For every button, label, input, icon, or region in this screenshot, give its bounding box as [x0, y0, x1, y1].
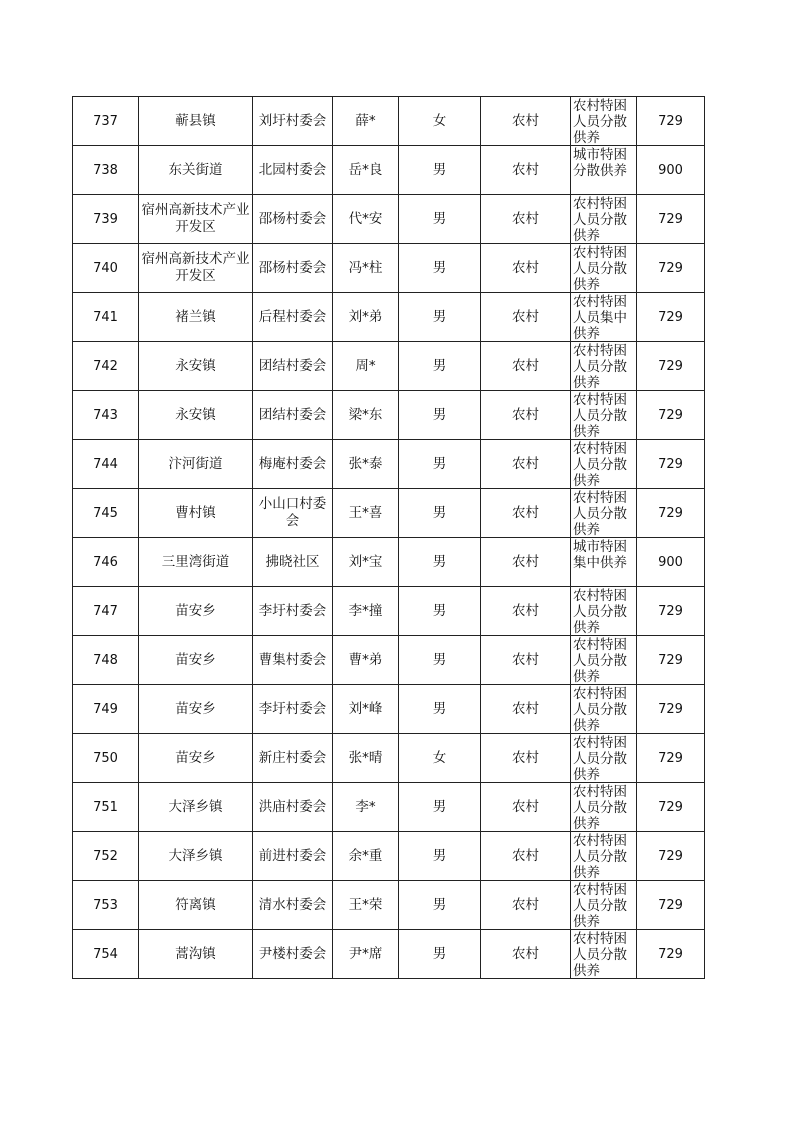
- support-type-text: 农村特困人员分散供养: [573, 930, 627, 978]
- support-type-text: 农村特困人员分散供养: [573, 244, 627, 292]
- amount-cell: 729: [637, 636, 705, 685]
- committee-cell: 李圩村委会: [253, 587, 333, 636]
- name-cell: 刘*峰: [333, 685, 399, 734]
- gender-cell: 男: [399, 587, 481, 636]
- committee-cell: 梅庵村委会: [253, 440, 333, 489]
- row-number-cell: 740: [73, 244, 139, 293]
- support-type-text: 农村特困人员分散供养: [573, 587, 627, 635]
- town-cell: 汴河街道: [139, 440, 253, 489]
- support-type-text: 农村特困人员分散供养: [573, 342, 627, 390]
- area-cell: 农村: [481, 342, 571, 391]
- name-cell: 张*晴: [333, 734, 399, 783]
- support-type-text: 农村特困人员分散供养: [573, 440, 627, 488]
- row-number-cell: 747: [73, 587, 139, 636]
- support-type-text: 城市特困集中供养: [573, 538, 627, 571]
- table-row: [73, 734, 705, 783]
- town-cell: 褚兰镇: [139, 293, 253, 342]
- table-row: [73, 881, 705, 930]
- area-cell: 农村: [481, 97, 571, 146]
- name-cell: 王*荣: [333, 881, 399, 930]
- support-type-cell: [571, 783, 637, 832]
- committee-cell: 邵杨村委会: [253, 244, 333, 293]
- support-type-text: 农村特困人员分散供养: [573, 195, 627, 243]
- row-number-cell: 738: [73, 146, 139, 195]
- name-cell: 曹*弟: [333, 636, 399, 685]
- support-type-text: 农村特困人员分散供养: [573, 685, 627, 733]
- row-number-cell: 754: [73, 930, 139, 979]
- gender-cell: 男: [399, 636, 481, 685]
- amount-cell: 729: [637, 244, 705, 293]
- row-number-cell: 737: [73, 97, 139, 146]
- table-row: [73, 930, 705, 979]
- amount-cell: 729: [637, 832, 705, 881]
- table-row: [73, 685, 705, 734]
- amount-cell: 729: [637, 489, 705, 538]
- support-type-cell: [571, 440, 637, 489]
- town-cell: 大泽乡镇: [139, 832, 253, 881]
- area-cell: 农村: [481, 881, 571, 930]
- town-cell: 三里湾街道: [139, 538, 253, 587]
- name-cell: 尹*席: [333, 930, 399, 979]
- table-row: [73, 293, 705, 342]
- table-row: [73, 195, 705, 244]
- town-cell: 蒿沟镇: [139, 930, 253, 979]
- support-type-cell: [571, 195, 637, 244]
- support-type-cell: [571, 293, 637, 342]
- row-number-cell: 749: [73, 685, 139, 734]
- row-number-cell: 752: [73, 832, 139, 881]
- support-type-cell: [571, 685, 637, 734]
- support-type-cell: [571, 391, 637, 440]
- relief-recipients-table: [72, 96, 705, 979]
- support-type-text: 农村特困人员分散供养: [573, 783, 627, 831]
- gender-cell: 男: [399, 930, 481, 979]
- town-cell: 曹村镇: [139, 489, 253, 538]
- gender-cell: 男: [399, 146, 481, 195]
- support-type-text: 农村特困人员分散供养: [573, 734, 627, 782]
- town-cell: 宿州高新技术产业开发区: [139, 195, 253, 244]
- support-type-text: 农村特困人员分散供养: [573, 636, 627, 684]
- town-cell: 大泽乡镇: [139, 783, 253, 832]
- row-number-cell: 741: [73, 293, 139, 342]
- support-type-cell: [571, 587, 637, 636]
- gender-cell: 男: [399, 881, 481, 930]
- row-number-cell: 750: [73, 734, 139, 783]
- amount-cell: 729: [637, 440, 705, 489]
- table-row: [73, 587, 705, 636]
- amount-cell: 729: [637, 734, 705, 783]
- support-type-cell: [571, 538, 637, 587]
- area-cell: 农村: [481, 391, 571, 440]
- table-row: [73, 440, 705, 489]
- area-cell: 农村: [481, 440, 571, 489]
- committee-cell: 前进村委会: [253, 832, 333, 881]
- table-row: [73, 832, 705, 881]
- area-cell: 农村: [481, 538, 571, 587]
- gender-cell: 女: [399, 97, 481, 146]
- support-type-cell: [571, 832, 637, 881]
- table-row: [73, 342, 705, 391]
- amount-cell: 729: [637, 587, 705, 636]
- support-type-text: 农村特困人员分散供养: [573, 832, 627, 880]
- support-type-cell: [571, 930, 637, 979]
- area-cell: 农村: [481, 734, 571, 783]
- gender-cell: 男: [399, 685, 481, 734]
- support-type-cell: [571, 636, 637, 685]
- area-cell: 农村: [481, 930, 571, 979]
- town-cell: 苗安乡: [139, 734, 253, 783]
- support-type-cell: [571, 734, 637, 783]
- name-cell: 岳*良: [333, 146, 399, 195]
- row-number-cell: 748: [73, 636, 139, 685]
- support-type-cell: [571, 342, 637, 391]
- support-type-cell: [571, 881, 637, 930]
- area-cell: 农村: [481, 244, 571, 293]
- amount-cell: 729: [637, 783, 705, 832]
- amount-cell: 729: [637, 881, 705, 930]
- committee-cell: 洪庙村委会: [253, 783, 333, 832]
- name-cell: 李*撞: [333, 587, 399, 636]
- amount-cell: 729: [637, 342, 705, 391]
- table-row: [73, 538, 705, 587]
- committee-cell: 北园村委会: [253, 146, 333, 195]
- table-body: [73, 97, 705, 979]
- area-cell: 农村: [481, 832, 571, 881]
- area-cell: 农村: [481, 146, 571, 195]
- name-cell: 刘*宝: [333, 538, 399, 587]
- support-type-cell: [571, 146, 637, 195]
- gender-cell: 男: [399, 489, 481, 538]
- gender-cell: 男: [399, 538, 481, 587]
- gender-cell: 男: [399, 293, 481, 342]
- support-type-text: 农村特困人员分散供养: [573, 881, 627, 929]
- row-number-cell: 743: [73, 391, 139, 440]
- gender-cell: 男: [399, 391, 481, 440]
- committee-cell: 新庄村委会: [253, 734, 333, 783]
- town-cell: 宿州高新技术产业开发区: [139, 244, 253, 293]
- name-cell: 刘*弟: [333, 293, 399, 342]
- name-cell: 周*: [333, 342, 399, 391]
- town-cell: 永安镇: [139, 342, 253, 391]
- area-cell: 农村: [481, 195, 571, 244]
- support-type-text: 农村特困人员集中供养: [573, 293, 627, 341]
- amount-cell: 900: [637, 146, 705, 195]
- area-cell: 农村: [481, 783, 571, 832]
- table-row: [73, 636, 705, 685]
- amount-cell: 729: [637, 293, 705, 342]
- support-type-cell: [571, 244, 637, 293]
- amount-cell: 729: [637, 195, 705, 244]
- name-cell: 王*喜: [333, 489, 399, 538]
- gender-cell: 男: [399, 783, 481, 832]
- table-row: [73, 489, 705, 538]
- town-cell: 苗安乡: [139, 636, 253, 685]
- row-number-cell: 753: [73, 881, 139, 930]
- area-cell: 农村: [481, 489, 571, 538]
- amount-cell: 729: [637, 685, 705, 734]
- row-number-cell: 739: [73, 195, 139, 244]
- committee-cell: 小山口村委会: [253, 489, 333, 538]
- support-type-text: 城市特困分散供养: [573, 146, 627, 179]
- row-number-cell: 751: [73, 783, 139, 832]
- name-cell: 薛*: [333, 97, 399, 146]
- name-cell: 冯*柱: [333, 244, 399, 293]
- row-number-cell: 745: [73, 489, 139, 538]
- name-cell: 李*: [333, 783, 399, 832]
- support-type-text: 农村特困人员分散供养: [573, 489, 627, 537]
- support-type-cell: [571, 97, 637, 146]
- name-cell: 梁*东: [333, 391, 399, 440]
- committee-cell: 邵杨村委会: [253, 195, 333, 244]
- town-cell: 东关街道: [139, 146, 253, 195]
- row-number-cell: 744: [73, 440, 139, 489]
- town-cell: 符离镇: [139, 881, 253, 930]
- name-cell: 代*安: [333, 195, 399, 244]
- town-cell: 永安镇: [139, 391, 253, 440]
- committee-cell: 尹楼村委会: [253, 930, 333, 979]
- town-cell: 苗安乡: [139, 685, 253, 734]
- table-row: [73, 97, 705, 146]
- support-type-text: 农村特困人员分散供养: [573, 97, 627, 145]
- amount-cell: 729: [637, 930, 705, 979]
- gender-cell: 男: [399, 244, 481, 293]
- town-cell: 苗安乡: [139, 587, 253, 636]
- committee-cell: 李圩村委会: [253, 685, 333, 734]
- name-cell: 余*重: [333, 832, 399, 881]
- support-type-cell: [571, 489, 637, 538]
- committee-cell: 曹集村委会: [253, 636, 333, 685]
- gender-cell: 男: [399, 440, 481, 489]
- town-cell: 蕲县镇: [139, 97, 253, 146]
- table-row: [73, 146, 705, 195]
- table-row: [73, 244, 705, 293]
- amount-cell: 729: [637, 97, 705, 146]
- gender-cell: 女: [399, 734, 481, 783]
- committee-cell: 后程村委会: [253, 293, 333, 342]
- row-number-cell: 742: [73, 342, 139, 391]
- area-cell: 农村: [481, 587, 571, 636]
- area-cell: 农村: [481, 685, 571, 734]
- committee-cell: 刘圩村委会: [253, 97, 333, 146]
- committee-cell: 团结村委会: [253, 391, 333, 440]
- row-number-cell: 746: [73, 538, 139, 587]
- area-cell: 农村: [481, 636, 571, 685]
- table-row: [73, 783, 705, 832]
- committee-cell: 清水村委会: [253, 881, 333, 930]
- amount-cell: 729: [637, 391, 705, 440]
- name-cell: 张*泰: [333, 440, 399, 489]
- area-cell: 农村: [481, 293, 571, 342]
- amount-cell: 900: [637, 538, 705, 587]
- committee-cell: 团结村委会: [253, 342, 333, 391]
- gender-cell: 男: [399, 832, 481, 881]
- gender-cell: 男: [399, 342, 481, 391]
- table-row: [73, 391, 705, 440]
- committee-cell: 拂晓社区: [253, 538, 333, 587]
- support-type-text: 农村特困人员分散供养: [573, 391, 627, 439]
- gender-cell: 男: [399, 195, 481, 244]
